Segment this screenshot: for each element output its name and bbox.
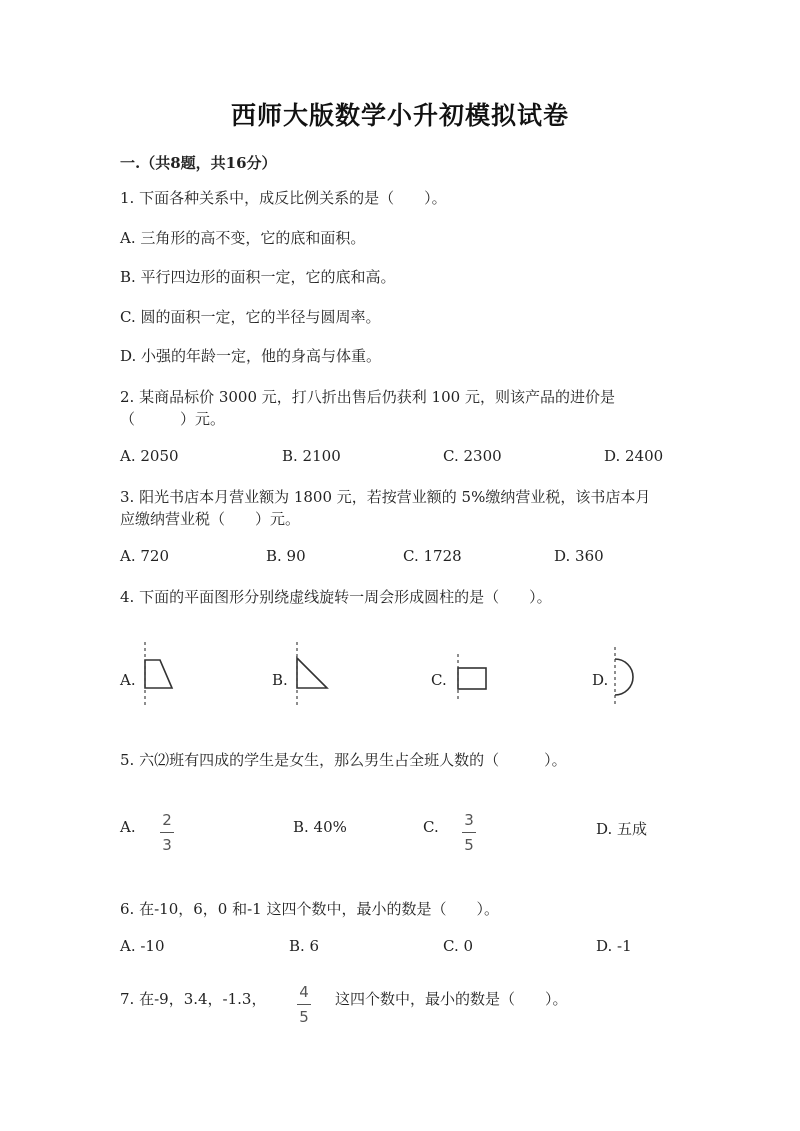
question-5-option-a: A.: [120, 818, 136, 836]
question-2-option-c: C. 2300: [443, 447, 502, 465]
section-heading: 一.（共8题，共16分）: [120, 154, 277, 172]
question-3-option-c: C. 1728: [403, 547, 462, 565]
question-3-option-d: D. 360: [554, 547, 604, 565]
question-3-stem-line1: 3. 阳光书店本月营业额为 1800 元，若按营业额的 5%缴纳营业税，该书店本月: [120, 488, 651, 506]
question-2-stem-line1: 2. 某商品标价 3000 元，打八折出售后仍获利 100 元，则该产品的进价是: [120, 388, 615, 406]
question-5-stem: 5. 六⑵班有四成的学生是女生，那么男生占全班人数的（ ）。: [120, 751, 567, 769]
question-1-stem: 1. 下面各种关系中，成反比例关系的是（ ）。: [120, 189, 447, 207]
question-5-option-b: B. 40%: [293, 818, 347, 836]
question-4-stem: 4. 下面的平面图形分别绕虚线旋转一周会形成圆柱的是（ ）。: [120, 588, 552, 606]
question-4-option-a: A.: [120, 671, 136, 689]
fraction-three-fifths: [462, 811, 476, 854]
question-5-option-c: C.: [423, 818, 439, 836]
question-2-option-b: B. 2100: [282, 447, 341, 465]
fraction-denominator: 5: [464, 836, 474, 854]
question-4-option-c: C.: [431, 671, 447, 689]
question-3-option-b: B. 90: [266, 547, 306, 565]
fraction-two-thirds: [160, 811, 174, 854]
question-1-option-a: A. 三角形的高不变，它的底和面积。: [120, 229, 366, 247]
question-7-stem-end: 这四个数中，最小的数是（ ）。: [335, 990, 568, 1008]
rectangle-figure: [453, 652, 493, 702]
question-3-stem-line2: 应缴纳营业税（ ）元。: [120, 510, 301, 528]
question-6-option-c: C. 0: [443, 937, 474, 955]
question-6-stem: 6. 在-10，6，0 和-1 这四个数中，最小的数是（ ）。: [120, 900, 499, 918]
question-4-option-b: B.: [272, 671, 288, 689]
question-6-option-d: D. -1: [596, 937, 632, 955]
question-2-option-a: A. 2050: [120, 447, 179, 465]
question-5-option-d: D. 五成: [596, 820, 648, 838]
fraction-bar: [297, 1004, 311, 1005]
question-7-stem-start: 7. 在-9，3.4，-1.3，: [120, 990, 267, 1008]
right-triangle-figure: [292, 640, 334, 708]
question-6-option-a: A. -10: [120, 937, 165, 955]
fraction-denominator: 5: [299, 1008, 309, 1026]
page-title: 西师大版数学小升初模拟试卷: [230, 101, 569, 130]
question-2-stem-line2: （ ）元。: [120, 410, 226, 428]
question-6-option-b: B. 6: [289, 937, 320, 955]
question-3-option-a: A. 720: [120, 547, 169, 565]
fraction-bar: [462, 832, 476, 833]
fraction-numerator: 2: [162, 811, 172, 829]
semicircle-figure: [610, 645, 646, 709]
fraction-four-fifths: [297, 983, 311, 1026]
fraction-numerator: 4: [299, 983, 309, 1001]
question-4-option-d: D.: [592, 671, 609, 689]
fraction-denominator: 3: [162, 836, 172, 854]
question-1-option-c: C. 圆的面积一定，它的半径与圆周率。: [120, 308, 381, 326]
fraction-bar: [160, 832, 174, 833]
question-1-option-d: D. 小强的年龄一定，他的身高与体重。: [120, 347, 382, 365]
fraction-numerator: 3: [464, 811, 474, 829]
question-2-option-d: D. 2400: [604, 447, 664, 465]
trapezoid-figure: [140, 640, 180, 708]
question-1-option-b: B. 平行四边形的面积一定，它的底和高。: [120, 268, 396, 286]
